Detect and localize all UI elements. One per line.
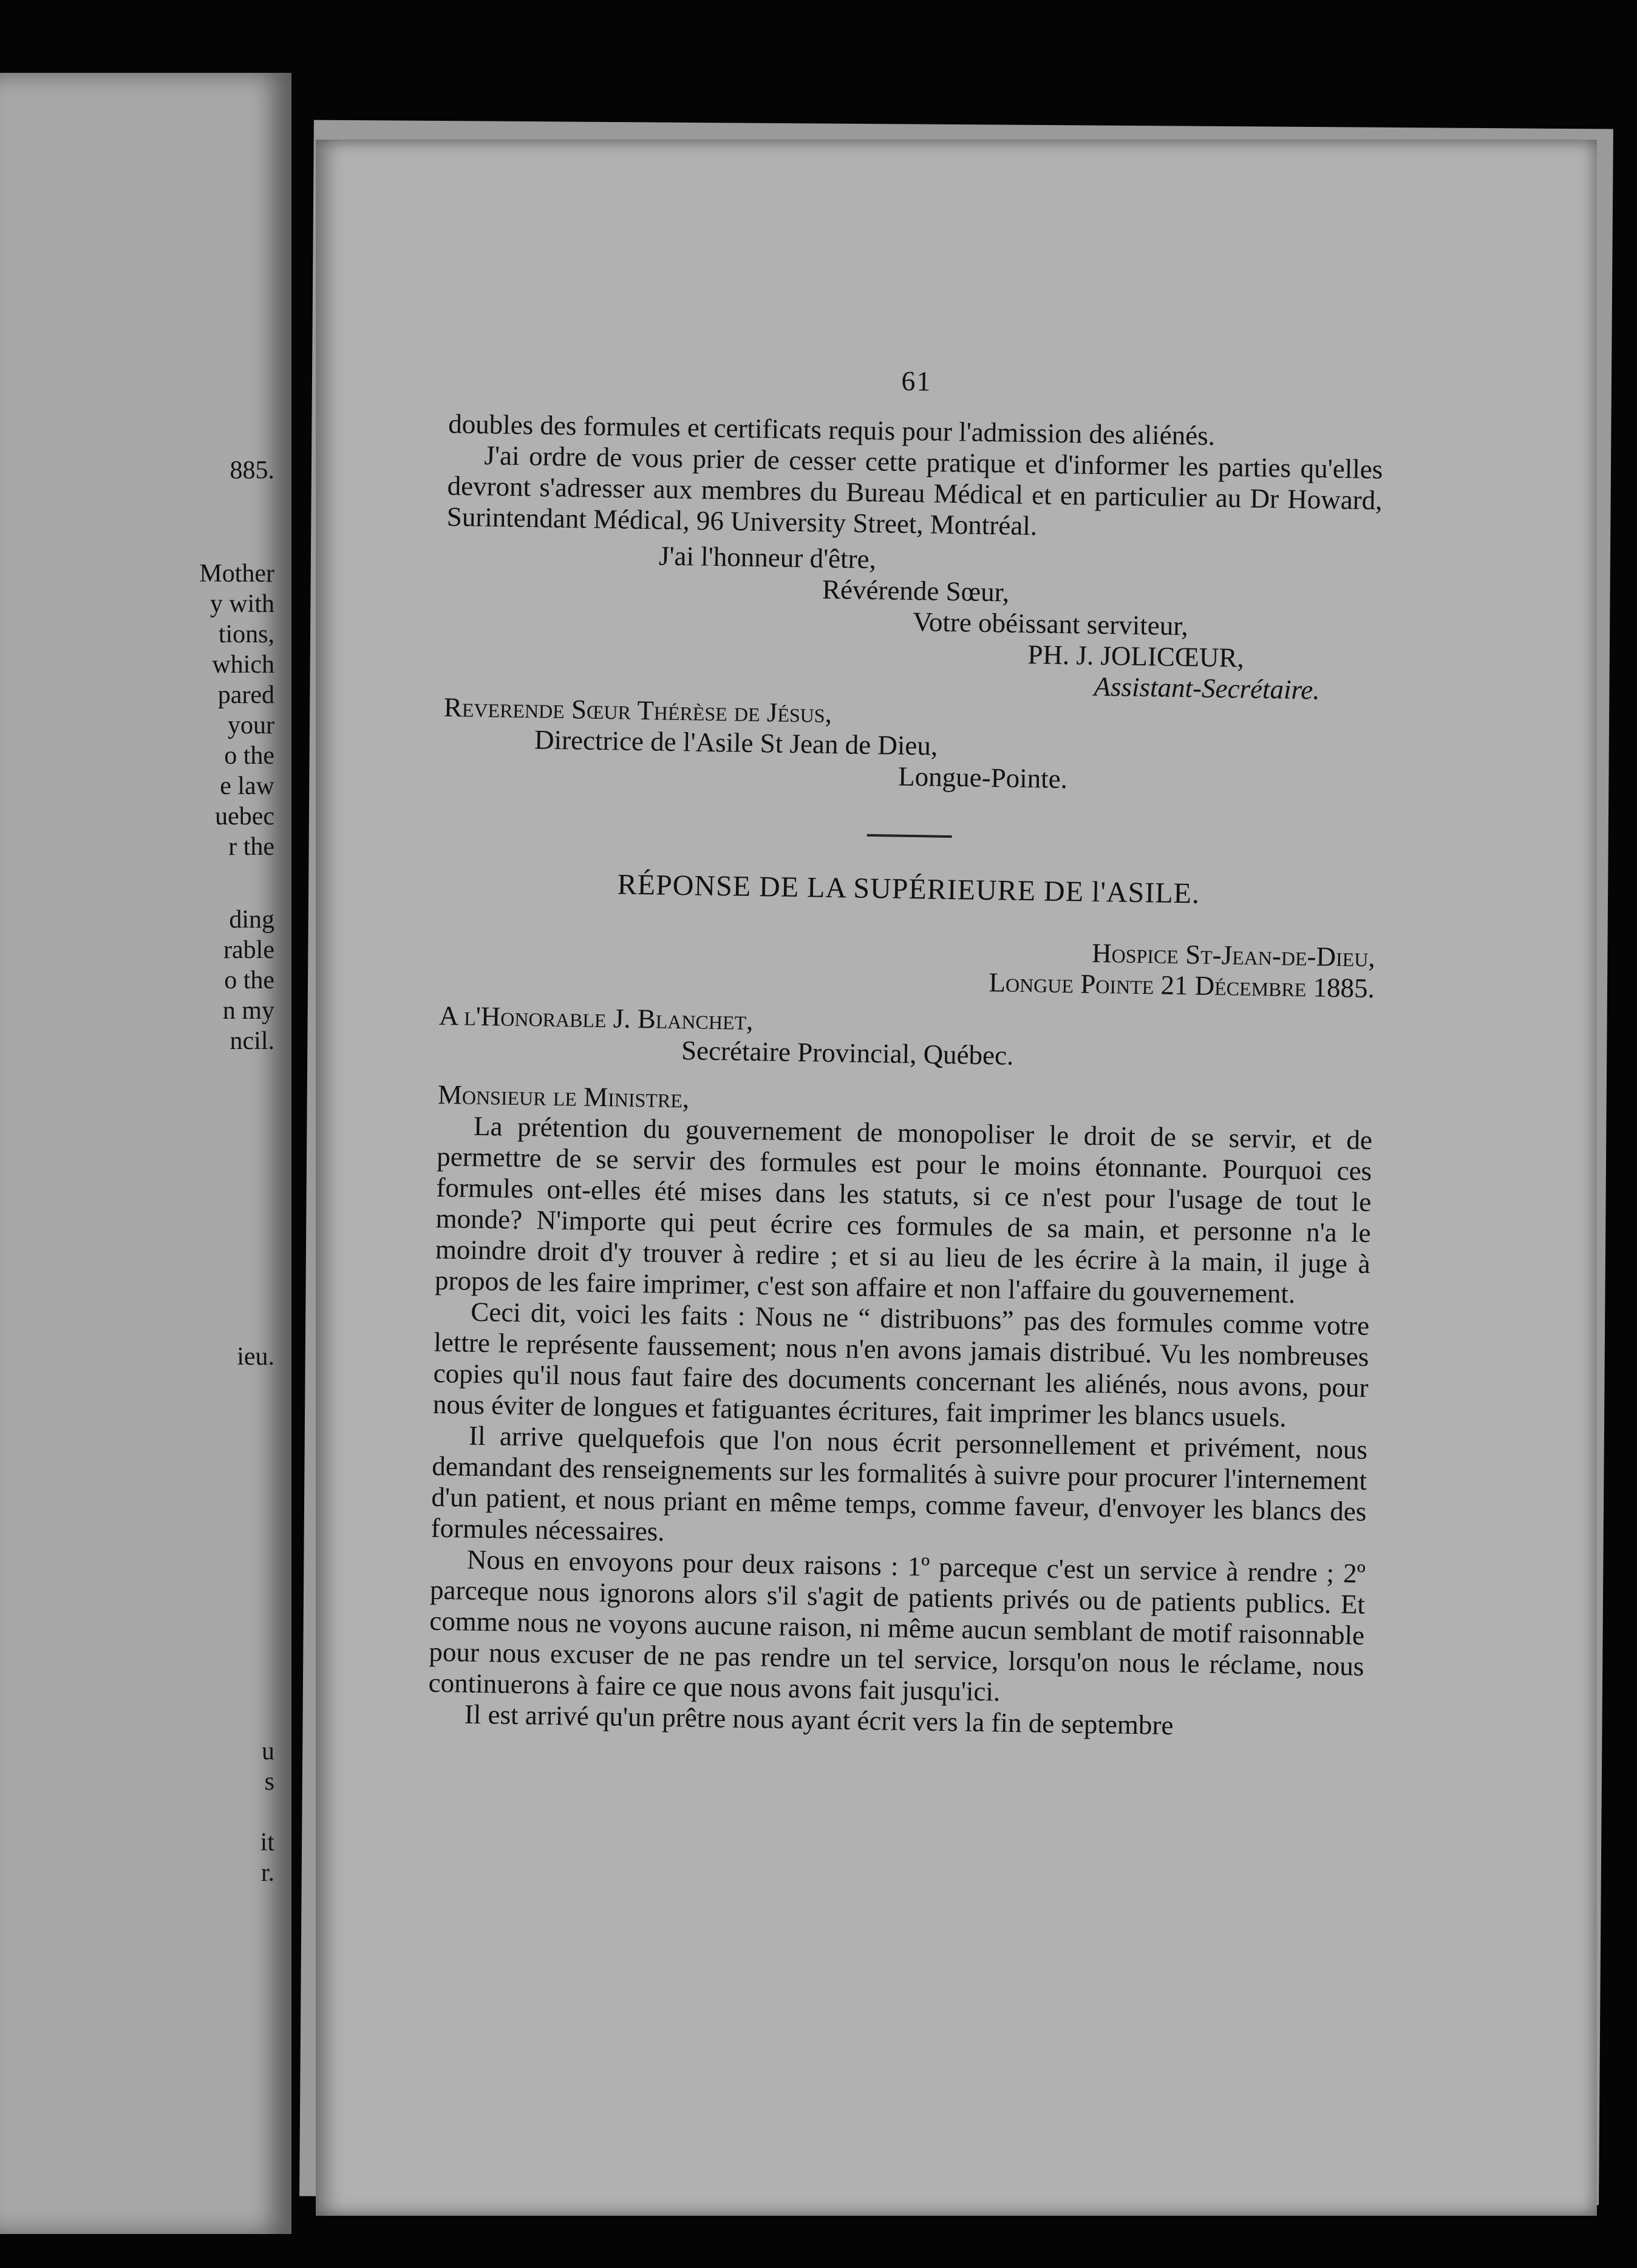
previous-page-text: 885. xyxy=(230,457,274,484)
reply-paragraph: Il arrive quelquefois que l'on nous écrit personnellement et privément, nous demandant des renseignements sur les formalités à suivre pour procurer l'internement d'un patient, et nous priant en même temps, comme faveur, d'envoyer les blancs des formules nécessaires. xyxy=(431,1420,1368,1547)
previous-page-text: Mother y with tions, which pared your o the e law uebec r the xyxy=(199,560,274,861)
previous-page xyxy=(0,73,291,2234)
letter-paragraph: J'ai ordre de vous prier de cesser cette pratique et d'informer les parties qu'elles devront s'adresser aux membres du Bureau Médical et en particulier au Dr Howard, Surintendant Médical, 96 University Street, Montréal. xyxy=(446,440,1383,542)
previous-page-text: ding rable o the n my ncil. xyxy=(222,906,274,1055)
reply-date: Longue Pointe 21 Décembre 1885. xyxy=(989,967,1375,1004)
letter-paragraph: doubles des formules et certificats requis pour l'admission des aliénés. xyxy=(448,408,1216,451)
closing-line: J'ai l'honneur d'être, xyxy=(658,540,877,575)
reply-paragraph: Ceci dit, voici les faits : Nous ne “ distribuons” pas des formules comme votre lettre le représente faussement; nous n'en avons jamais distribué. Vu les nombreuses copies qu'il nous faut faire des documents concernant les aliénés, nous avons, pour nous éviter de longues et fatiguantes écritures, fait imprimer les blancs usuels. xyxy=(432,1296,1370,1433)
section-heading: RÉPONSE DE LA SUPÉRIEURE DE l'ASILE. xyxy=(617,868,1200,910)
reply-recipient-title: Secrétaire Provincial, Québec. xyxy=(681,1035,1014,1071)
previous-page-text: ieu. xyxy=(237,1343,274,1371)
page-content xyxy=(428,358,1384,1744)
closing-line: Votre obéissant serviteur, xyxy=(912,606,1189,642)
section-divider xyxy=(867,834,952,838)
reply-paragraph: La prétention du gouvernement de monopoliser le droit de se servir, et de permettre de se servir des formules est pour le moins étonnante. Pourquoi ces formules ont-elles été mises dans les statuts, si ce n'est pour l'usage de tout le monde? N'importe qui peut écrire ces formules de sa main, et personne n'a le moindre droit d'y trouver à redire ; et si au lieu de les écrire à la main, il juge à propos de les faire imprimer, c'est son affaire et non l'affaire du gouvernement. xyxy=(434,1110,1373,1309)
previous-page-text: it r. xyxy=(260,1828,274,1887)
previous-page-text: u s xyxy=(262,1737,274,1796)
signature-title: Assistant-Secrétaire. xyxy=(1094,671,1321,705)
signature: PH. J. JOLICŒUR, xyxy=(1027,639,1245,673)
salutation: Monsieur le Ministre, xyxy=(437,1079,690,1114)
addressee-line: Longue-Pointe. xyxy=(897,761,1068,795)
addressee-line: Directrice de l'Asile St Jean de Dieu, xyxy=(534,724,938,761)
reply-paragraph: Nous en envoyons pour deux raisons : 1º parceque c'est un service à rendre ; 2º parceque nous ignorons alors s'il s'agit de patients privés ou de patients publics. Et comme nous ne voyons aucune raison, ni même aucun semblant de motif raisonnable pour nous excuser de ne pas rendre un tel service, lorsqu'on nous le réclame, nous continuerons à faire ce que nous avons fait jusqu'ici. xyxy=(428,1544,1366,1707)
reply-place: Hospice St-Jean-de-Dieu, xyxy=(1091,937,1376,973)
reply-recipient: A l'Honorable J. Blanchet, xyxy=(438,1000,754,1036)
closing-line: Révérende Sœur, xyxy=(822,574,1010,608)
reply-paragraph: Il est arrivé qu'un prêtre nous ayant écrit vers la fin de septembre xyxy=(464,1699,1174,1741)
letter-closing xyxy=(444,537,1381,707)
letter-addressee xyxy=(443,692,1379,800)
page-number: 61 xyxy=(901,365,932,397)
addressee-name: Reverende Sœur Thérèse de Jésus, xyxy=(443,691,832,728)
